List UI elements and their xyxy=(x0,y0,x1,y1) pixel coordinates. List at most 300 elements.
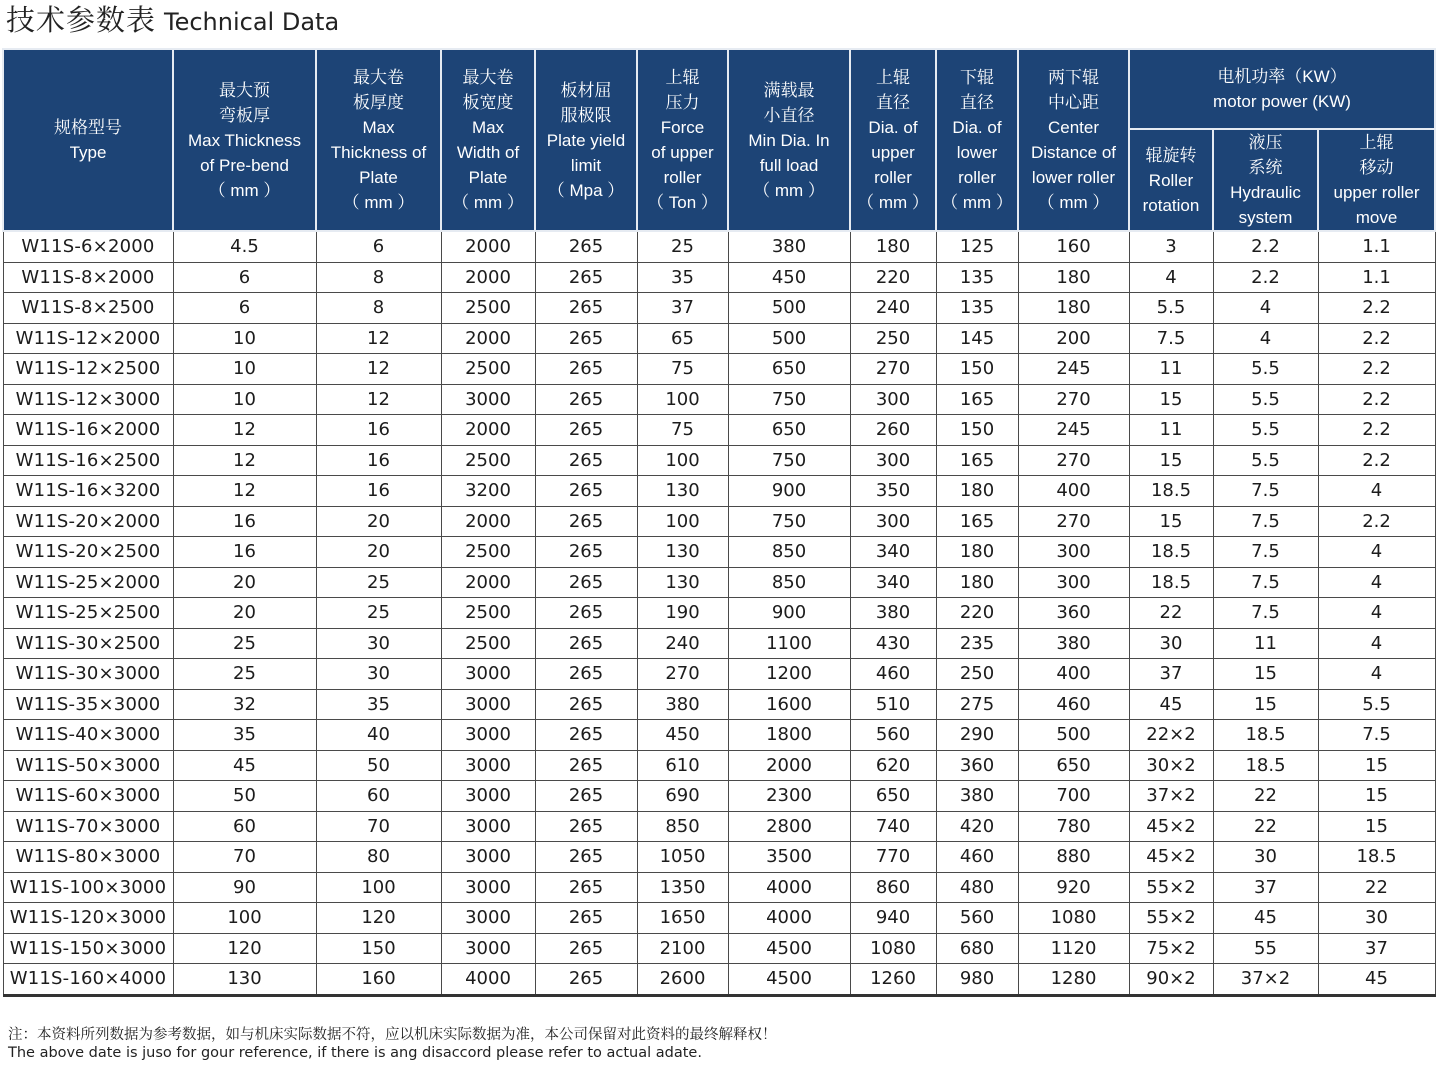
value-cell: 2600 xyxy=(637,964,728,996)
value-cell: 265 xyxy=(535,445,637,476)
table-row xyxy=(3,872,1435,903)
table-row xyxy=(3,933,1435,964)
value-cell: 35 xyxy=(316,689,441,720)
value-cell: 1280 xyxy=(1018,964,1129,996)
value-cell: 2000 xyxy=(441,262,535,293)
table-row xyxy=(3,293,1435,324)
value-cell: 920 xyxy=(1018,872,1129,903)
value-cell: 30 xyxy=(316,628,441,659)
value-cell: 260 xyxy=(850,415,936,446)
value-cell: 1200 xyxy=(728,659,850,690)
value-cell: 25 xyxy=(316,567,441,598)
model-cell: W11S-20×2500 xyxy=(3,537,173,568)
value-cell: 3000 xyxy=(441,659,535,690)
value-cell: 20 xyxy=(173,567,316,598)
header-line: move xyxy=(1355,208,1398,227)
header-line: Dia. of xyxy=(952,118,1002,137)
value-cell: 300 xyxy=(850,506,936,537)
value-cell: 2000 xyxy=(441,231,535,262)
table-row xyxy=(3,231,1435,262)
page-title xyxy=(6,0,339,40)
value-cell: 18.5 xyxy=(1129,537,1213,568)
header-line: of upper xyxy=(651,143,714,162)
value-cell: 16 xyxy=(316,415,441,446)
value-cell: 75 xyxy=(637,415,728,446)
header-roller-rotation xyxy=(1129,129,1213,231)
header-line: （ mm ） xyxy=(208,180,281,200)
header-line: limit xyxy=(570,155,602,175)
header-line: 上辊 xyxy=(665,68,700,87)
value-cell: 12 xyxy=(316,354,441,385)
value-cell: 65 xyxy=(637,323,728,354)
value-cell: 850 xyxy=(728,537,850,568)
value-cell: 265 xyxy=(535,933,637,964)
value-cell: 1050 xyxy=(637,842,728,873)
value-cell: 10 xyxy=(173,323,316,354)
header-line: Roller xyxy=(1148,170,1194,190)
header-line: （ mm ） xyxy=(1037,193,1110,212)
value-cell: 270 xyxy=(850,354,936,385)
value-cell: 90 xyxy=(173,872,316,903)
header-hydraulic-system xyxy=(1213,129,1318,231)
value-cell: 15 xyxy=(1129,445,1213,476)
table-row xyxy=(3,506,1435,537)
value-cell: 135 xyxy=(936,262,1018,293)
header-line: 服极限 xyxy=(560,105,612,125)
table-row xyxy=(3,384,1435,415)
value-cell: 15 xyxy=(1213,689,1318,720)
value-cell: 240 xyxy=(637,628,728,659)
header-line: Force xyxy=(660,118,705,137)
value-cell: 2000 xyxy=(441,567,535,598)
value-cell: 265 xyxy=(535,293,637,324)
value-cell: 190 xyxy=(637,598,728,629)
value-cell: 340 xyxy=(850,567,936,598)
value-cell: 30 xyxy=(316,659,441,690)
value-cell: 5.5 xyxy=(1129,293,1213,324)
value-cell: 1350 xyxy=(637,872,728,903)
value-cell: 5.5 xyxy=(1213,445,1318,476)
value-cell: 35 xyxy=(173,720,316,751)
header-upper-dia xyxy=(850,49,936,231)
model-cell: W11S-12×3000 xyxy=(3,384,173,415)
value-cell: 145 xyxy=(936,323,1018,354)
header-line: of Pre-bend xyxy=(200,155,289,175)
value-cell: 100 xyxy=(637,506,728,537)
value-cell: 160 xyxy=(316,964,441,996)
value-cell: 18.5 xyxy=(1213,750,1318,781)
table-row xyxy=(3,598,1435,629)
header-line: rotation xyxy=(1142,195,1200,215)
value-cell: 22 xyxy=(1213,781,1318,812)
value-cell: 12 xyxy=(316,323,441,354)
value-cell: 45 xyxy=(1318,964,1435,996)
model-cell: W11S-100×3000 xyxy=(3,872,173,903)
value-cell: 780 xyxy=(1018,811,1129,842)
value-cell: 11 xyxy=(1129,354,1213,385)
value-cell: 4 xyxy=(1318,628,1435,659)
value-cell: 16 xyxy=(316,476,441,507)
header-line: Min Dia. In xyxy=(748,130,830,150)
header-line: 液压 xyxy=(1248,133,1283,152)
value-cell: 3000 xyxy=(441,720,535,751)
value-cell: 45 xyxy=(1213,903,1318,934)
model-cell: W11S-25×2000 xyxy=(3,567,173,598)
header-line: （ mm ） xyxy=(753,180,825,200)
value-cell: 20 xyxy=(173,598,316,629)
value-cell: 3000 xyxy=(441,842,535,873)
header-line: 上辊 xyxy=(876,68,910,87)
header-line: roller xyxy=(663,168,702,187)
header-max-thickness xyxy=(316,49,441,231)
value-cell: 4 xyxy=(1318,476,1435,507)
header-line: 下辊 xyxy=(960,68,994,87)
header-line: Plate yield xyxy=(546,130,626,150)
value-cell: 1.1 xyxy=(1318,262,1435,293)
value-cell: 40 xyxy=(316,720,441,751)
value-cell: 32 xyxy=(173,689,316,720)
value-cell: 2300 xyxy=(728,781,850,812)
value-cell: 750 xyxy=(728,384,850,415)
value-cell: 3000 xyxy=(441,781,535,812)
value-cell: 750 xyxy=(728,506,850,537)
header-center-distance xyxy=(1018,49,1129,231)
header-line: upper roller xyxy=(1333,183,1420,202)
value-cell: 8 xyxy=(316,293,441,324)
value-cell: 15 xyxy=(1213,659,1318,690)
footnote-zh: 注：本资料所列数据为参考数据，如与机床实际数据不符，应以机床实际数据为准，本公司保留对此资料的最终解释权！ xyxy=(8,1027,777,1043)
value-cell: 100 xyxy=(637,445,728,476)
value-cell: 3000 xyxy=(441,811,535,842)
value-cell: 180 xyxy=(936,567,1018,598)
value-cell: 4 xyxy=(1213,323,1318,354)
value-cell: 1800 xyxy=(728,720,850,751)
value-cell: 18.5 xyxy=(1129,476,1213,507)
model-cell: W11S-6×2000 xyxy=(3,231,173,262)
value-cell: 650 xyxy=(728,415,850,446)
value-cell: 265 xyxy=(535,903,637,934)
value-cell: 265 xyxy=(535,415,637,446)
value-cell: 4 xyxy=(1318,567,1435,598)
value-cell: 250 xyxy=(936,659,1018,690)
header-min-dia xyxy=(728,49,850,231)
value-cell: 270 xyxy=(1018,506,1129,537)
value-cell: 265 xyxy=(535,659,637,690)
value-cell: 690 xyxy=(637,781,728,812)
header-line: 弯板厚 xyxy=(219,105,270,125)
value-cell: 180 xyxy=(1018,293,1129,324)
value-cell: 450 xyxy=(637,720,728,751)
value-cell: 4000 xyxy=(728,903,850,934)
header-line: Max Thickness xyxy=(187,130,302,150)
value-cell: 2.2 xyxy=(1213,262,1318,293)
value-cell: 90×2 xyxy=(1129,964,1213,996)
value-cell: 55 xyxy=(1213,933,1318,964)
table-row xyxy=(3,567,1435,598)
value-cell: 980 xyxy=(936,964,1018,996)
header-line: roller xyxy=(958,168,996,187)
header-line: 板厚度 xyxy=(353,93,404,112)
value-cell: 150 xyxy=(316,933,441,964)
value-cell: 4500 xyxy=(728,964,850,996)
header-line: Dia. of xyxy=(868,118,918,137)
value-cell: 5.5 xyxy=(1213,384,1318,415)
value-cell: 45×2 xyxy=(1129,811,1213,842)
value-cell: 20 xyxy=(316,537,441,568)
value-cell: 4000 xyxy=(441,964,535,996)
value-cell: 265 xyxy=(535,537,637,568)
value-cell: 220 xyxy=(850,262,936,293)
value-cell: 37 xyxy=(1129,659,1213,690)
value-cell: 265 xyxy=(535,842,637,873)
footnote xyxy=(8,1026,777,1062)
value-cell: 7.5 xyxy=(1213,567,1318,598)
value-cell: 265 xyxy=(535,384,637,415)
model-cell: W11S-16×3200 xyxy=(3,476,173,507)
value-cell: 300 xyxy=(1018,537,1129,568)
value-cell: 380 xyxy=(637,689,728,720)
header-line: 规格型号 xyxy=(54,118,122,137)
value-cell: 2500 xyxy=(441,628,535,659)
value-cell: 850 xyxy=(728,567,850,598)
model-cell: W11S-35×3000 xyxy=(3,689,173,720)
value-cell: 290 xyxy=(936,720,1018,751)
value-cell: 16 xyxy=(316,445,441,476)
value-cell: 265 xyxy=(535,872,637,903)
value-cell: 2000 xyxy=(441,323,535,354)
value-cell: 4000 xyxy=(728,872,850,903)
value-cell: 3500 xyxy=(728,842,850,873)
value-cell: 50 xyxy=(316,750,441,781)
value-cell: 165 xyxy=(936,445,1018,476)
table-body xyxy=(3,231,1435,995)
value-cell: 3200 xyxy=(441,476,535,507)
value-cell: 4 xyxy=(1129,262,1213,293)
header-line: Max xyxy=(471,118,505,137)
value-cell: 300 xyxy=(1018,567,1129,598)
value-cell: 80 xyxy=(316,842,441,873)
header-line: 板宽度 xyxy=(462,93,514,112)
header-max-prebend xyxy=(173,49,316,231)
value-cell: 340 xyxy=(850,537,936,568)
header-line: 中心距 xyxy=(1048,93,1099,112)
value-cell: 45 xyxy=(173,750,316,781)
value-cell: 2.2 xyxy=(1318,506,1435,537)
value-cell: 1.1 xyxy=(1318,231,1435,262)
value-cell: 7.5 xyxy=(1213,537,1318,568)
header-yield-limit xyxy=(535,49,637,231)
header-line: upper xyxy=(871,143,915,162)
value-cell: 770 xyxy=(850,842,936,873)
header-line: 系统 xyxy=(1248,158,1283,177)
value-cell: 70 xyxy=(173,842,316,873)
table-row xyxy=(3,781,1435,812)
value-cell: 8 xyxy=(316,262,441,293)
value-cell: 15 xyxy=(1129,384,1213,415)
value-cell: 180 xyxy=(1018,262,1129,293)
header-line: Width of xyxy=(456,143,520,162)
value-cell: 180 xyxy=(936,537,1018,568)
header-line: 上辊 xyxy=(1359,133,1394,152)
model-cell: W11S-70×3000 xyxy=(3,811,173,842)
value-cell: 12 xyxy=(173,415,316,446)
header-line: 辊旋转 xyxy=(1145,145,1197,165)
value-cell: 18.5 xyxy=(1213,720,1318,751)
value-cell: 460 xyxy=(1018,689,1129,720)
value-cell: 3000 xyxy=(441,933,535,964)
value-cell: 265 xyxy=(535,628,637,659)
value-cell: 7.5 xyxy=(1129,323,1213,354)
value-cell: 265 xyxy=(535,750,637,781)
model-cell: W11S-8×2500 xyxy=(3,293,173,324)
value-cell: 160 xyxy=(1018,231,1129,262)
value-cell: 245 xyxy=(1018,354,1129,385)
value-cell: 4.5 xyxy=(173,231,316,262)
model-cell: W11S-150×3000 xyxy=(3,933,173,964)
model-cell: W11S-60×3000 xyxy=(3,781,173,812)
value-cell: 60 xyxy=(173,811,316,842)
value-cell: 265 xyxy=(535,720,637,751)
value-cell: 350 xyxy=(850,476,936,507)
model-cell: W11S-120×3000 xyxy=(3,903,173,934)
value-cell: 6 xyxy=(173,262,316,293)
value-cell: 2000 xyxy=(441,506,535,537)
header-line: （ mm ） xyxy=(941,193,1013,212)
value-cell: 7.5 xyxy=(1318,720,1435,751)
value-cell: 680 xyxy=(936,933,1018,964)
value-cell: 22 xyxy=(1318,872,1435,903)
value-cell: 265 xyxy=(535,231,637,262)
value-cell: 2500 xyxy=(441,354,535,385)
value-cell: 37×2 xyxy=(1129,781,1213,812)
header-line: system xyxy=(1238,208,1293,227)
value-cell: 850 xyxy=(637,811,728,842)
value-cell: 265 xyxy=(535,506,637,537)
table-row xyxy=(3,964,1435,996)
value-cell: 265 xyxy=(535,323,637,354)
model-cell: W11S-8×2000 xyxy=(3,262,173,293)
value-cell: 5.5 xyxy=(1318,689,1435,720)
value-cell: 1100 xyxy=(728,628,850,659)
value-cell: 265 xyxy=(535,262,637,293)
value-cell: 25 xyxy=(173,659,316,690)
value-cell: 15 xyxy=(1318,781,1435,812)
value-cell: 45 xyxy=(1129,689,1213,720)
value-cell: 3000 xyxy=(441,689,535,720)
value-cell: 22×2 xyxy=(1129,720,1213,751)
model-cell: W11S-20×2000 xyxy=(3,506,173,537)
value-cell: 100 xyxy=(316,872,441,903)
value-cell: 2100 xyxy=(637,933,728,964)
value-cell: 265 xyxy=(535,811,637,842)
value-cell: 150 xyxy=(936,354,1018,385)
header-upper-force xyxy=(637,49,728,231)
header-line: Plate xyxy=(468,168,508,187)
value-cell: 18.5 xyxy=(1129,567,1213,598)
value-cell: 22 xyxy=(1213,811,1318,842)
value-cell: 55×2 xyxy=(1129,903,1213,934)
header-max-width xyxy=(441,49,535,231)
value-cell: 900 xyxy=(728,598,850,629)
model-cell: W11S-16×2500 xyxy=(3,445,173,476)
value-cell: 45×2 xyxy=(1129,842,1213,873)
header-line: 小直径 xyxy=(763,105,815,125)
value-cell: 37 xyxy=(637,293,728,324)
value-cell: 1600 xyxy=(728,689,850,720)
value-cell: 880 xyxy=(1018,842,1129,873)
title-en: Technical Data xyxy=(164,8,340,36)
value-cell: 70 xyxy=(316,811,441,842)
value-cell: 2.2 xyxy=(1318,293,1435,324)
header-line: full load xyxy=(759,155,819,175)
header-line: 最大卷 xyxy=(462,68,514,87)
footnote-en: The above date is juso for gour reference, if there is ang disaccord please refer to actual adate. xyxy=(8,1045,702,1061)
model-cell: W11S-80×3000 xyxy=(3,842,173,873)
technical-data-table xyxy=(2,48,1436,997)
value-cell: 11 xyxy=(1213,628,1318,659)
header-line: lower roller xyxy=(1031,168,1116,187)
model-cell: W11S-16×2000 xyxy=(3,415,173,446)
value-cell: 900 xyxy=(728,476,850,507)
value-cell: 265 xyxy=(535,476,637,507)
value-cell: 7.5 xyxy=(1213,476,1318,507)
value-cell: 25 xyxy=(173,628,316,659)
title-zh: 技术参数表 xyxy=(6,3,157,37)
value-cell: 75×2 xyxy=(1129,933,1213,964)
value-cell: 120 xyxy=(316,903,441,934)
header-line: 直径 xyxy=(960,93,994,112)
value-cell: 12 xyxy=(316,384,441,415)
header-line: （ mm ） xyxy=(857,193,929,212)
value-cell: 16 xyxy=(173,537,316,568)
value-cell: 2500 xyxy=(441,293,535,324)
table-row xyxy=(3,689,1435,720)
value-cell: 16 xyxy=(173,506,316,537)
value-cell: 165 xyxy=(936,506,1018,537)
value-cell: 150 xyxy=(936,415,1018,446)
value-cell: 7.5 xyxy=(1213,598,1318,629)
header-line: Max xyxy=(362,118,395,137)
value-cell: 120 xyxy=(173,933,316,964)
value-cell: 130 xyxy=(637,567,728,598)
value-cell: 430 xyxy=(850,628,936,659)
value-cell: 30 xyxy=(1318,903,1435,934)
value-cell: 30×2 xyxy=(1129,750,1213,781)
value-cell: 2.2 xyxy=(1213,231,1318,262)
value-cell: 460 xyxy=(850,659,936,690)
table-row xyxy=(3,537,1435,568)
value-cell: 200 xyxy=(1018,323,1129,354)
header-line: Thickness of xyxy=(330,143,427,162)
header-line: 直径 xyxy=(876,93,910,112)
value-cell: 2.2 xyxy=(1318,445,1435,476)
header-line: 两下辊 xyxy=(1048,68,1099,87)
value-cell: 130 xyxy=(173,964,316,996)
value-cell: 7.5 xyxy=(1213,506,1318,537)
model-cell: W11S-30×2500 xyxy=(3,628,173,659)
value-cell: 560 xyxy=(936,903,1018,934)
header-line: Distance of xyxy=(1030,143,1117,162)
value-cell: 100 xyxy=(637,384,728,415)
value-cell: 650 xyxy=(850,781,936,812)
header-motor-power xyxy=(1129,49,1435,129)
value-cell: 610 xyxy=(637,750,728,781)
table-row xyxy=(3,750,1435,781)
table-row xyxy=(3,354,1435,385)
value-cell: 25 xyxy=(637,231,728,262)
value-cell: 265 xyxy=(535,598,637,629)
value-cell: 620 xyxy=(850,750,936,781)
